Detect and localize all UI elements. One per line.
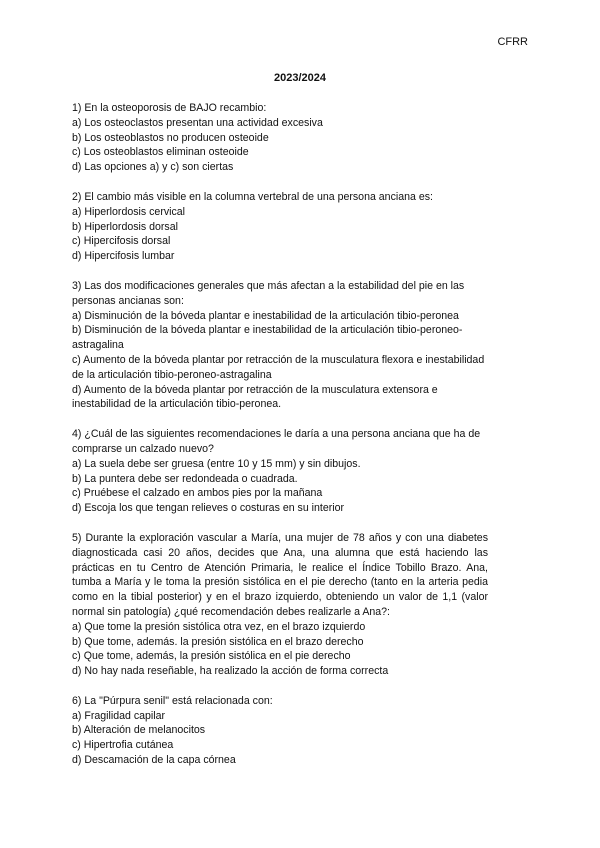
option-b: b) La puntera debe ser redondeada o cuadrada. <box>72 472 298 485</box>
option-b: b) Los osteoblastos no producen osteoide <box>72 131 269 144</box>
option-d: d) No hay nada reseñable, ha realizado la acción de forma correcta <box>72 665 389 678</box>
page-title: 2023/2024 <box>274 72 326 84</box>
option-d: d) Descamación de la capa córnea <box>72 754 236 767</box>
option-b: b) Que tome, además. la presión sistólica en el brazo derecho <box>72 635 364 648</box>
question-5 <box>72 531 488 679</box>
question-6 <box>72 694 488 768</box>
option-d: d) Escoja los que tengan relieves o costuras en su interior <box>72 502 345 515</box>
option-a: a) Que tome la presión sistólica otra vez, en el brazo izquierdo <box>72 620 366 633</box>
option-c: c) Aumento de la bóveda plantar por retracción de la musculatura flexora e inestabilidad de la articulación tibio-peroneo-astragalina <box>72 353 485 381</box>
question-1 <box>72 101 488 175</box>
option-c: c) Los osteoblastos eliminan osteoide <box>72 146 249 159</box>
question-list <box>72 101 488 783</box>
option-d: d) Hipercifosis lumbar <box>72 250 175 263</box>
option-b: b) Disminución de la bóveda plantar e inestabilidad de la articulación tibio-peroneo-astragalina <box>72 324 463 352</box>
option-d: d) Las opciones a) y c) son ciertas <box>72 161 234 174</box>
option-d: d) Aumento de la bóveda plantar por retracción de la musculatura extensora e inestabilidad de la articulación tibio-peronea. <box>72 383 438 411</box>
option-a: a) Hiperlordosis cervical <box>72 205 186 218</box>
header-code: CFRR <box>497 36 528 48</box>
question-stem: 4) ¿Cuál de las siguientes recomendaciones le daría a una persona anciana que ha de comprarse un calzado nuevo? <box>72 428 481 455</box>
question-stem: 3) Las dos modificaciones generales que más afectan a la estabilidad del pie en las personas ancianas son: <box>72 279 465 307</box>
option-c: c) Hipercifosis dorsal <box>72 235 171 248</box>
question-2 <box>72 190 488 264</box>
question-stem: 5) Durante la exploración vascular a María, una mujer de 78 años y con una diabetes diagnosticada casi 20 años, decides que Ana, una alumna que está haciendo las prácticas en tu Centro de Atención Primaria, le realice el Índice Tobillo Brazo. Ana, tumba a María y le toma la presión sistólica en el pie derecho (tanto en la arteria pedia como en la tibial posterior) y en el brazo izquierdo, obteniendo un valor de 1,1 (valor normal sin patología) ¿qué recomendación debes realizarle a Ana?: <box>72 531 488 618</box>
question-stem: 6) La "Púrpura senil" está relacionada con: <box>72 694 273 707</box>
option-b: b) Alteración de melanocitos <box>72 724 206 737</box>
option-a: a) Los osteoclastos presentan una actividad excesiva <box>72 116 323 129</box>
question-stem: 1) En la osteoporosis de BAJO recambio: <box>72 102 267 114</box>
option-c: c) Que tome, además, la presión sistólica en el pie derecho <box>72 650 351 663</box>
option-b: b) Hiperlordosis dorsal <box>72 220 178 233</box>
option-a: a) La suela debe ser gruesa (entre 10 y 15 mm) y sin dibujos. <box>72 457 361 470</box>
option-c: c) Hipertrofia cutánea <box>72 739 174 752</box>
option-a: a) Disminución de la bóveda plantar e inestabilidad de la articulación tibio-peronea <box>72 309 459 322</box>
question-4 <box>72 427 488 516</box>
question-3 <box>72 279 488 412</box>
option-c: c) Pruébese el calzado en ambos pies por la mañana <box>72 487 323 500</box>
option-a: a) Fragilidad capilar <box>72 709 166 722</box>
question-stem: 2) El cambio más visible en la columna vertebral de una persona anciana es: <box>72 190 433 203</box>
